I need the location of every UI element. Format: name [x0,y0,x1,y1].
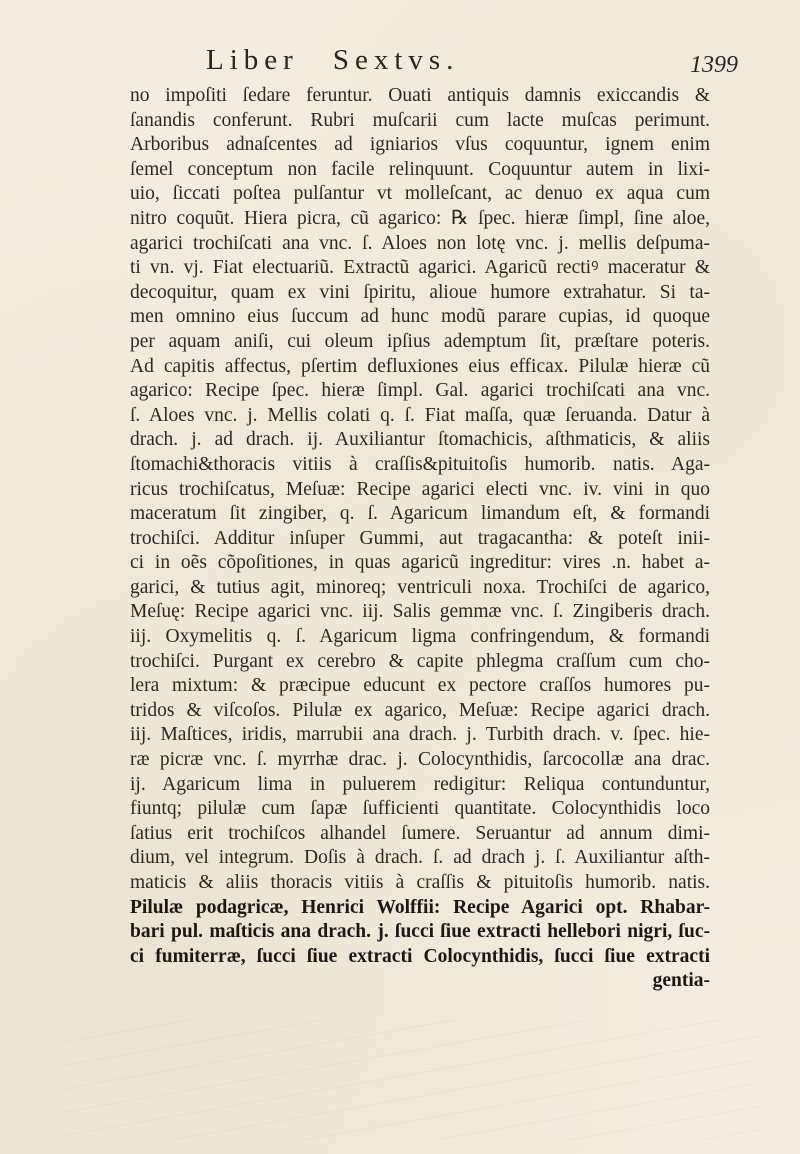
page-number: 1399 [690,52,738,78]
text-line: ij. Agaricum lima in puluerem redigitur: Reliqua contunduntur, [130,773,710,795]
text-line: ræ picræ vnc. ſ. myrrhæ drac. j. Colocynthidis, ſarcocollæ ana drac. [130,749,710,771]
text-line: agarici trochiſcati ana vnc. ſ. Aloes non lotę vnc. j. mellis deſpuma- [130,232,710,254]
text-line: trochiſci. Additur inſuper Gummi, aut tragacantha: & poteſt inii- [130,527,710,549]
text-line: per aquam aniſi, cui oleum ipſius ademptum ſit, præſtare poteris. [130,330,710,352]
text-line: garici, & tutius agit, minoreq; ventriculi noxa. Trochiſci de agarico, [130,576,710,598]
text-line: men omnino eius ſuccum ad hunc modũ parare cupias, id quoque [130,306,710,328]
text-line: ci in oẽs cõpoſitiones, in quas agaricũ ingreditur: vires .n. habet a- [130,552,710,574]
text-line: Meſuę: Recipe agarici vnc. iij. Salis gemmæ vnc. ſ. Zingiberis drach. [130,601,710,623]
header-left-word: Liber [206,44,299,76]
text-line: ſ. Aloes vnc. j. Mellis colati q. ſ. Fiat maſſa, quæ ſeruanda. Datur à [130,404,710,426]
text-line: maceratum ſit zingiber, q. ſ. Agaricum limandum eſt, & formandi [130,503,710,525]
text-line: ti vn. vj. Fiat electuariũ. Extractũ agarici. Agaricũ rectiꝰ maceratur & [130,257,710,279]
text-line: uio, ſiccati poſtea pulſantur vt molleſcant, ac denuo ex aqua cum [130,183,710,205]
show-through-texture [60,1020,760,1140]
text-line: nitro coquũt. Hiera picra, cũ agarico: ℞ ſpec. hieræ ſimpl, ſine aloe, [130,207,710,229]
text-line: iij. Maſtices, iridis, marrubii ana drach. j. Turbith drach. v. ſpec. hie- [130,724,710,746]
text-line: ricus trochiſcatus, Meſuæ: Recipe agarici electi vnc. iv. vini in quo [130,478,710,500]
text-line: bari pul. maſticis ana drach. j. ſucci ſiue extracti hellebori nigri, ſuc- [130,921,710,943]
text-line: ſtomachi&thoracis vitiis à craſſis&pituitoſis humorib. natis. Aga- [130,453,710,475]
text-line: drach. j. ad drach. ij. Auxiliantur ſtomachicis, aſthmaticis, & aliis [130,429,710,451]
text-line: tridos & viſcoſos. Pilulæ ex agarico, Meſuæ: Recipe agarici drach. [130,699,710,721]
text-line: fiuntq; pilulæ cum ſapæ ſufficienti quantitate. Colocynthidis loco [130,798,710,820]
text-line: iij. Oxymelitis q. ſ. Agaricum ligma confringendum, & formandi [130,626,710,648]
text-line: no impoſiti ſedare feruntur. Ouati antiquis damnis exiccandis & [130,85,710,106]
text-line: dium, vel integrum. Doſis à drach. ſ. ad drach j. ſ. Auxiliantur aſth- [130,847,710,869]
text-line: agarico: Recipe ſpec. hieræ ſimpl. Gal. agarici trochiſcati ana vnc. [130,380,710,402]
body-text [130,84,710,994]
text-line: ci fumiterræ, ſucci ſiue extracti Colocynthidis, ſucci ſiue extracti [130,945,710,967]
text-line: lera mixtum: & præcipue educunt ex pectore craſſos humores pu- [130,675,710,697]
header-right-word: Sextvs. [332,44,460,76]
catchword: gentia- [652,970,710,992]
text-line: trochiſci. Purgant ex cerebro & capite phlegma craſſum cum cho- [130,650,710,672]
text-line: Arboribus adnaſcentes ad igniarios vſus coquuntur, ignem enim [130,134,710,156]
text-line: Ad capitis affectus, pſertim defluxiones eius efficax. Pilulæ hieræ cũ [130,355,710,377]
text-line: maticis & aliis thoracis vitiis à craſſis & pituitoſis humorib. natis. [130,872,710,893]
text-line: ſanandis conferunt. Rubri muſcarii cum lacte muſcas perimunt. [130,109,710,131]
text-line: ſatius erit trochiſcos alhandel ſumere. Seruantur ad annum dimi- [130,822,710,844]
text-line: decoquitur, quam ex vini ſpiritu, alioue humore extrahatur. Si ta- [130,281,710,303]
text-line: ſemel conceptum non facile relinquunt. Coquuntur autem in lixi- [130,158,710,180]
running-header [206,44,626,77]
text-line: Pilulæ podagricæ, Henrici Wolffii: Recipe Agarici opt. Rhabar- [130,896,710,918]
